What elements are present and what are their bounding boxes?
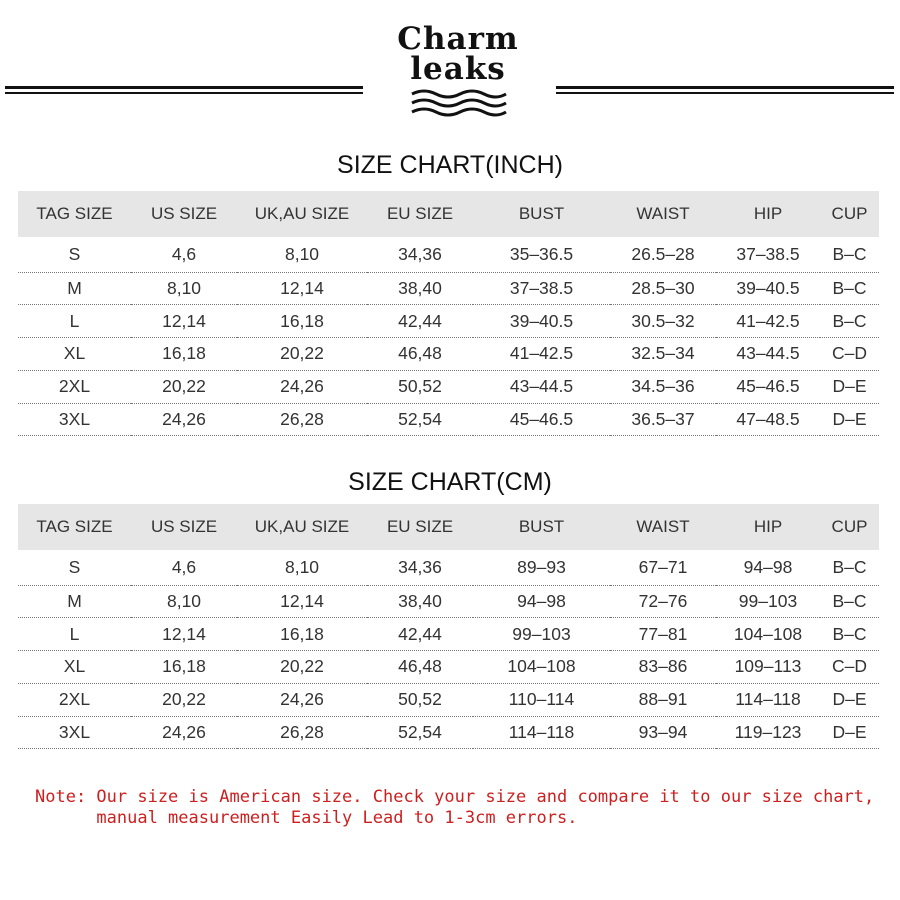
table-cell: 110–114 <box>473 683 610 716</box>
table-cell: 16,18 <box>237 618 367 651</box>
table-cell: C–D <box>820 651 879 684</box>
table-cell: 46,48 <box>367 651 473 684</box>
note-line-1: Note: Our size is American size. Check your size and compare it to our size chart, <box>35 787 875 807</box>
brand-logo <box>388 21 528 118</box>
table-cell: XL <box>18 651 131 684</box>
table-cell: 16,18 <box>131 338 237 371</box>
inch-chart-title: SIZE CHART(INCH) <box>337 151 563 179</box>
table-cell: B–C <box>820 618 879 651</box>
inch-size-table <box>18 191 879 436</box>
table-cell: 104–108 <box>473 651 610 684</box>
table-cell: 50,52 <box>367 683 473 716</box>
table-cell: 20,22 <box>131 683 237 716</box>
table-cell: D–E <box>820 716 879 749</box>
table-cell: 52,54 <box>367 716 473 749</box>
table-cell: 20,22 <box>237 651 367 684</box>
table-cell: 2XL <box>18 683 131 716</box>
table-cell: 12,14 <box>237 272 367 305</box>
table-cell: 8,10 <box>131 272 237 305</box>
table-cell: 41–42.5 <box>473 338 610 371</box>
table-cell: 26,28 <box>237 716 367 749</box>
column-header: WAIST <box>610 191 716 237</box>
table-cell: 37–38.5 <box>473 272 610 305</box>
table-row <box>18 272 879 305</box>
column-header: US SIZE <box>131 191 237 237</box>
cm-chart-title: SIZE CHART(CM) <box>348 468 552 496</box>
table-header-row <box>18 191 879 237</box>
table-cell: M <box>18 585 131 618</box>
table-cell: 42,44 <box>367 305 473 338</box>
table-cell: 34,36 <box>367 237 473 272</box>
table-row <box>18 550 879 585</box>
table-cell: 119–123 <box>716 716 820 749</box>
column-header: EU SIZE <box>367 504 473 550</box>
table-cell: 72–76 <box>610 585 716 618</box>
table-cell: 47–48.5 <box>716 403 820 436</box>
table-cell: B–C <box>820 550 879 585</box>
table-cell: 34,36 <box>367 550 473 585</box>
table-cell: 46,48 <box>367 338 473 371</box>
table-cell: B–C <box>820 585 879 618</box>
table-cell: 42,44 <box>367 618 473 651</box>
table-cell: 3XL <box>18 403 131 436</box>
table-cell: D–E <box>820 683 879 716</box>
table-cell: 8,10 <box>237 550 367 585</box>
table-cell: 3XL <box>18 716 131 749</box>
table-cell: 12,14 <box>131 618 237 651</box>
table-cell: L <box>18 618 131 651</box>
table-cell: 99–103 <box>716 585 820 618</box>
brand-name-line1: Charm <box>397 21 519 57</box>
table-cell: B–C <box>820 272 879 305</box>
table-row <box>18 305 879 338</box>
column-header: UK,AU SIZE <box>237 504 367 550</box>
header-rule-left <box>5 86 363 94</box>
table-cell: 41–42.5 <box>716 305 820 338</box>
table-cell: 45–46.5 <box>473 403 610 436</box>
table-header-row <box>18 504 879 550</box>
table-cell: 35–36.5 <box>473 237 610 272</box>
note-line-2: manual measurement Easily Lead to 1-3cm errors. <box>35 808 578 828</box>
wave-icon <box>408 88 508 118</box>
table-cell: 4,6 <box>131 550 237 585</box>
table-cell: 104–108 <box>716 618 820 651</box>
table-cell: 2XL <box>18 370 131 403</box>
table-cell: 24,26 <box>237 683 367 716</box>
table-cell: 20,22 <box>237 338 367 371</box>
table-cell: 34.5–36 <box>610 370 716 403</box>
table-cell: D–E <box>820 370 879 403</box>
table-row <box>18 651 879 684</box>
table-cell: 43–44.5 <box>716 338 820 371</box>
table-cell: 45–46.5 <box>716 370 820 403</box>
table-cell: L <box>18 305 131 338</box>
table-cell: 24,26 <box>131 403 237 436</box>
table-cell: 24,26 <box>131 716 237 749</box>
size-note <box>35 787 895 829</box>
column-header: BUST <box>473 504 610 550</box>
column-header: TAG SIZE <box>18 504 131 550</box>
column-header: BUST <box>473 191 610 237</box>
column-header: HIP <box>716 191 820 237</box>
table-cell: 93–94 <box>610 716 716 749</box>
table-cell: 43–44.5 <box>473 370 610 403</box>
column-header: TAG SIZE <box>18 191 131 237</box>
table-cell: 16,18 <box>131 651 237 684</box>
column-header: US SIZE <box>131 504 237 550</box>
table-cell: 38,40 <box>367 272 473 305</box>
table-cell: 114–118 <box>716 683 820 716</box>
table-cell: 88–91 <box>610 683 716 716</box>
table-row <box>18 237 879 272</box>
table-cell: D–E <box>820 403 879 436</box>
table-cell: 4,6 <box>131 237 237 272</box>
table-row <box>18 716 879 749</box>
table-cell: 32.5–34 <box>610 338 716 371</box>
table-cell: 67–71 <box>610 550 716 585</box>
table-row <box>18 338 879 371</box>
table-cell: M <box>18 272 131 305</box>
table-cell: 94–98 <box>473 585 610 618</box>
table-cell: 37–38.5 <box>716 237 820 272</box>
table-cell: 20,22 <box>131 370 237 403</box>
cm-size-table <box>18 504 879 749</box>
table-cell: 77–81 <box>610 618 716 651</box>
table-cell: 83–86 <box>610 651 716 684</box>
table-cell: XL <box>18 338 131 371</box>
table-cell: 8,10 <box>237 237 367 272</box>
brand-name-line2: leaks <box>410 51 506 87</box>
table-cell: 8,10 <box>131 585 237 618</box>
table-cell: C–D <box>820 338 879 371</box>
table-cell: 16,18 <box>237 305 367 338</box>
table-cell: 50,52 <box>367 370 473 403</box>
table-cell: 39–40.5 <box>716 272 820 305</box>
table-cell: 26.5–28 <box>610 237 716 272</box>
table-cell: 109–113 <box>716 651 820 684</box>
column-header: EU SIZE <box>367 191 473 237</box>
table-cell: 99–103 <box>473 618 610 651</box>
column-header: WAIST <box>610 504 716 550</box>
table-cell: 39–40.5 <box>473 305 610 338</box>
table-cell: 12,14 <box>237 585 367 618</box>
table-cell: 36.5–37 <box>610 403 716 436</box>
table-row <box>18 618 879 651</box>
table-cell: S <box>18 237 131 272</box>
table-cell: B–C <box>820 237 879 272</box>
table-cell: 114–118 <box>473 716 610 749</box>
column-header: CUP <box>820 191 879 237</box>
table-row <box>18 370 879 403</box>
table-cell: 89–93 <box>473 550 610 585</box>
table-cell: 26,28 <box>237 403 367 436</box>
table-cell: 38,40 <box>367 585 473 618</box>
table-cell: 30.5–32 <box>610 305 716 338</box>
table-cell: 12,14 <box>131 305 237 338</box>
header-rule-right <box>556 86 894 94</box>
table-row <box>18 585 879 618</box>
table-cell: S <box>18 550 131 585</box>
column-header: HIP <box>716 504 820 550</box>
table-cell: B–C <box>820 305 879 338</box>
column-header: UK,AU SIZE <box>237 191 367 237</box>
table-cell: 28.5–30 <box>610 272 716 305</box>
column-header: CUP <box>820 504 879 550</box>
table-row <box>18 683 879 716</box>
table-cell: 94–98 <box>716 550 820 585</box>
table-row <box>18 403 879 436</box>
table-cell: 24,26 <box>237 370 367 403</box>
table-cell: 52,54 <box>367 403 473 436</box>
